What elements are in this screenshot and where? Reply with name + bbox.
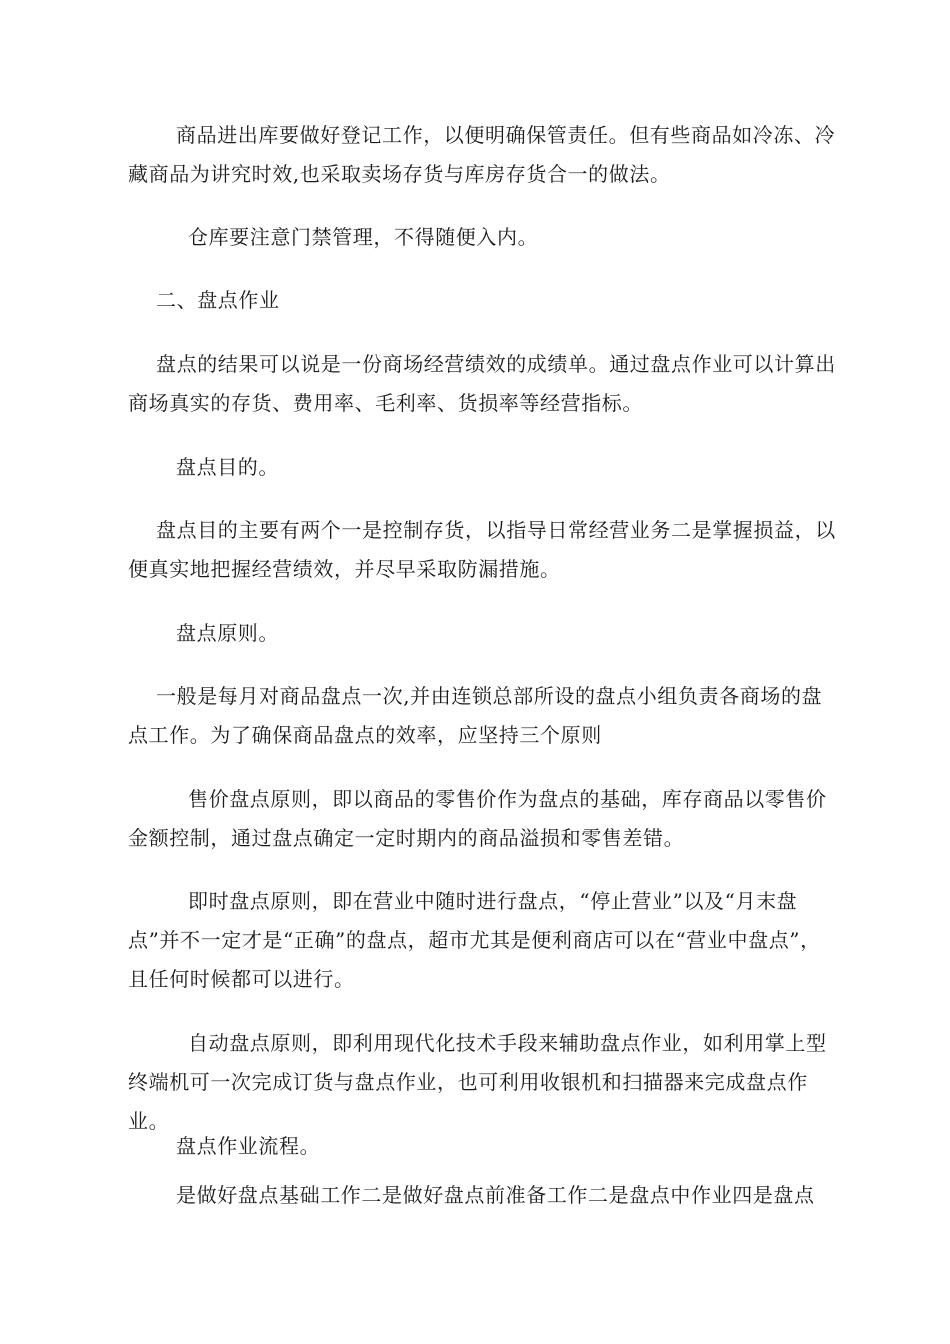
paragraph-warehouse-access: 仓库要注意门禁管理，不得随便入内。 — [188, 225, 539, 249]
subheading-inventory-principles: 盘点原则。 — [176, 621, 279, 645]
subheading-inventory-process: 盘点作业流程。 — [176, 1134, 321, 1158]
subheading-inventory-purpose: 盘点目的。 — [176, 455, 279, 479]
paragraph-inventory-purpose: 盘点目的主要有两个一是控制存货，以指导日常经营业务二是掌握损益，以便真实地把握经营绩效，并尽早采取防漏措施。 — [128, 518, 836, 581]
section-heading-inventory: 二、盘点作业 — [156, 288, 280, 312]
paragraph-auto-principle: 自动盘点原则，即利用现代化技术手段来辅助盘点作业，如利用掌上型终端机可一次完成订货与盘点作业，也可利用收银机和扫描器来完成盘点作业。 — [128, 1031, 827, 1133]
paragraph-inventory-result: 盘点的结果可以说是一份商场经营绩效的成绩单。通过盘点作业可以计算出商场真实的存货、费用率、毛利率、货损率等经营指标。 — [128, 352, 836, 415]
paragraph-stock-registration: 商品进出库要做好登记工作，以便明确保管责任。但有些商品如冷冻、冷藏商品为讲究时效,也采取卖场存货与库房存货合一的做法。 — [128, 123, 836, 186]
paragraph-inventory-process: 是做好盘点基础工作二是做好盘点前准备工作二是盘点中作业四是盘点 — [176, 1183, 815, 1207]
paragraph-instant-principle: 即时盘点原则，即在营业中随时进行盘点，“停止营业”以及“月末盘点”并不一定才是“正确”的盘点，超市尤其是便利商店可以在“营业中盘点”，且任何时候都可以进行。 — [128, 889, 821, 991]
paragraph-inventory-frequency: 一般是每月对商品盘点一次,并由连锁总部所设的盘点小组负责各商场的盘点工作。为了确保商品盘点的效率，应坚持三个原则 — [128, 684, 823, 747]
paragraph-price-principle: 售价盘点原则，即以商品的零售价作为盘点的基础，库存商品以零售价金额控制，通过盘点确定一定时期内的商品溢损和零售差错。 — [128, 787, 827, 850]
